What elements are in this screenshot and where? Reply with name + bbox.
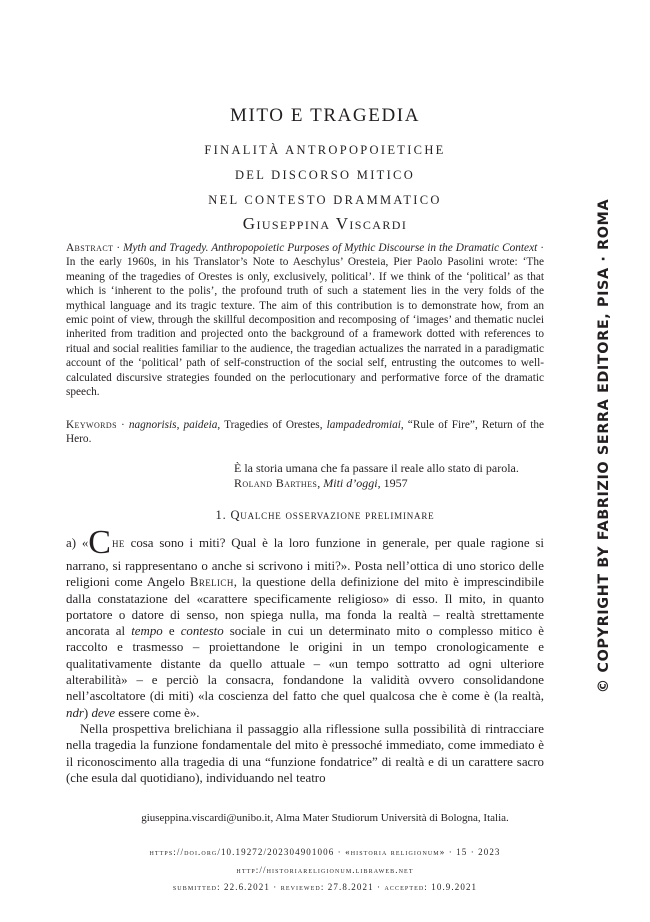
body-text-run: essere come è». xyxy=(115,705,200,720)
author-name: Giuseppina Viscardi xyxy=(242,214,408,233)
subtitle-line: NEL CONTESTO DRAMMATICO xyxy=(208,193,442,207)
abstract-title: Myth and Tragedy. Anthropopoietic Purposes of Mythic Discourse in the Dramatic Context xyxy=(123,242,538,254)
abstract xyxy=(66,241,544,399)
epigraph xyxy=(234,461,554,491)
body-text-run: , la questione della definizione del mito è imprescindibile dalla constatazione del «carattere specificamente religioso» di esso. Il mito, in quanto portatore o datore di senso, non spiega nulla, ma fonda la realtà – realtà strettamente ancorata al xyxy=(66,575,544,639)
doi-line: https://doi.org/10.19272/202304901006 · «historia religionum» · 15 · 2023 xyxy=(149,847,501,857)
paragraph-marker: a) « xyxy=(66,536,89,550)
italic-term: deve xyxy=(91,705,116,720)
author-affiliation: giuseppina.viscardi@unibo.it, Alma Mater Studiorum Università di Bologna, Italia. xyxy=(141,812,509,824)
submission-dates: submitted: 22.6.2021 · reviewed: 27.8.2021 · accepted: 10.9.2021 xyxy=(172,882,478,892)
keyword-term: paideia xyxy=(183,419,218,431)
italic-term: contesto xyxy=(180,624,224,639)
article-title: MITO E TRAGEDIA xyxy=(229,105,421,126)
keywords-comma: , xyxy=(176,419,184,431)
body-text xyxy=(66,524,545,786)
abstract-label: Abstract xyxy=(66,242,114,254)
epigraph-quote: È la storia umana che fa passare il reale allo stato di parola. xyxy=(234,461,519,475)
abstract-text: · In the early 1960s, in his Translator’s Note to Aeschylus’ Oresteia, Pier Paolo Pasolini wrote: ‘The meaning of the tragedies of Orestes is only, exclusively, political’. If we think of the ‘political’ as that which is ‘inherent to the polis’, the profound truth of such a statement lies in the very folds of the mythical language and its tragic texture. The aim of this contribution is to demonstrate how, from an emic point of view, through the skillful decomposition and recomposing of ‘images’ and thematic nuclei inherited from tradition and projected onto the background of a framework dotted with references to ritual and social realities familiar to the audience, the tragedian actualizes the narrated in a paradigmatic account of the ‘political’ path of self-construction of the social self, entrusting the outcomes to well-calculated discursive strategies founded on the perlocutionary and performative force of the dramatic speech. xyxy=(66,242,544,399)
body-text-run: sociale in cui un determinato mito o complesso mitico è raccolto e trasmesso – proiettandone le origini in un tempo cronologicamente e qualitativamente distante da quello attuale – «un tempo sottratto ad ogni ulteriore alterabilità» – e perciò la consacra, fondandone la validità ovvero consolidandone nell’ascoltatore (di miti) «la coscienza del fatto che quel qualcosa che è come è (la realtà, xyxy=(66,624,545,704)
subtitle-line: DEL DISCORSO MITICO xyxy=(234,168,416,182)
copyright-text: © COPYRIGHT BY FABRIZIO SERRA EDITORE, PISA · ROMA xyxy=(596,198,612,694)
keywords-label: Keywords xyxy=(66,419,117,431)
italic-term: ndr xyxy=(66,705,84,720)
epigraph-work: Miti d’oggi xyxy=(323,476,378,490)
epigraph-sep: , xyxy=(317,476,324,490)
copyright-notice xyxy=(590,198,618,694)
article-subtitle xyxy=(0,138,650,213)
epigraph-year: , 1957 xyxy=(377,476,408,490)
keywords xyxy=(66,418,544,447)
body-paragraph xyxy=(66,524,545,721)
keywords-separator: · xyxy=(116,419,129,431)
keywords-mid: , Tragedies of Orestes, xyxy=(217,419,327,431)
body-text-run: e xyxy=(162,624,181,639)
epigraph-source xyxy=(234,476,554,491)
keywords-tail: , “Rule of Fire”, Return of the Hero. xyxy=(66,419,544,446)
drop-cap: C xyxy=(88,524,111,561)
dropcap-continuation: he xyxy=(111,536,125,550)
abstract-separator: · xyxy=(113,242,124,254)
body-paragraph: Nella prospettiva brelichiana il passaggio alla riflessione sulla possibilità di rintracciare nella tragedia la funzione fondamentale del mito è pressoché immediato, come immediato è il riconoscimento alla tragedia di una “funzione fondatrice” di realtà e di un carattere sacro (che esula dal quotidiano), individuando nel teatro xyxy=(66,721,544,785)
keyword-term: nagnorisis xyxy=(128,419,177,431)
journal-url: http://historiareligionum.libraweb.net xyxy=(236,864,414,875)
cited-author: Brelich xyxy=(189,575,234,590)
epigraph-author: Roland Barthes xyxy=(234,476,318,490)
keyword-term: lampadedromiai xyxy=(326,419,401,431)
body-text-run: ) xyxy=(83,705,92,720)
body-text-run: cosa sono i miti? Qual è la loro funzione in generale, per quale ragione si narrano, si rappresentano o anche si scrivono i miti?». Posta nell’ottica di uno storico delle religioni come Angelo xyxy=(66,536,544,590)
publication-metadata xyxy=(0,844,650,897)
section-heading: 1. Qualche osservazione preliminare xyxy=(215,508,435,522)
subtitle-line: FINALITÀ ANTROPOPOIETICHE xyxy=(204,143,446,157)
italic-term: tempo xyxy=(131,624,163,639)
